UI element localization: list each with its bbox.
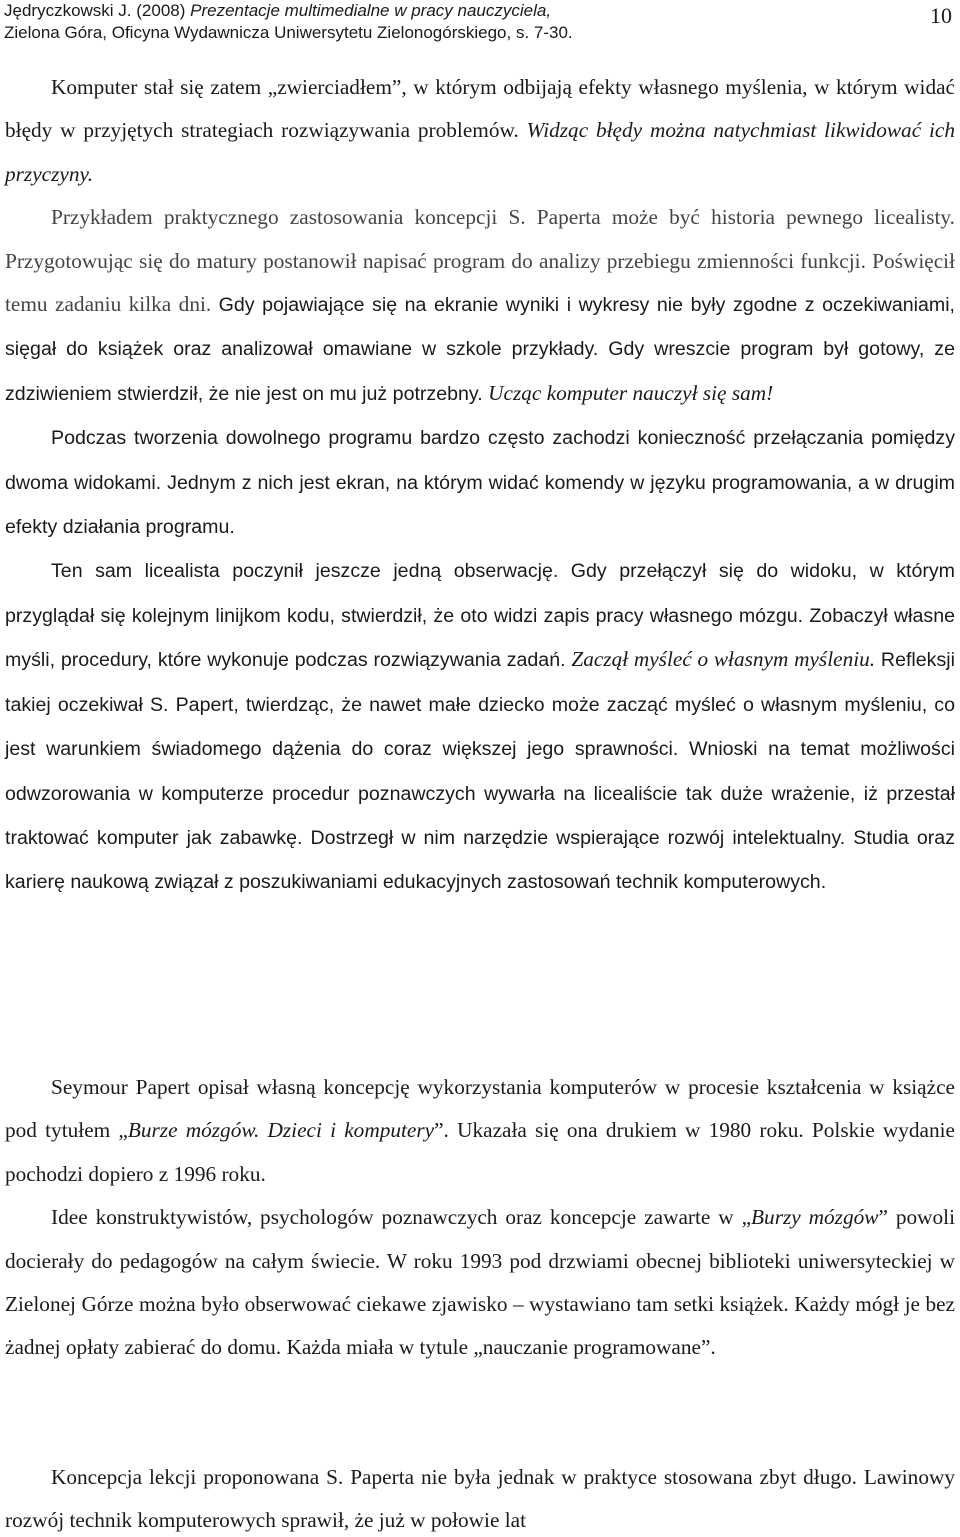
paragraph (5, 549, 955, 904)
paragraph (5, 1196, 955, 1370)
paragraph (5, 416, 955, 549)
citation-publisher: Zielona Góra, Oficyna Wydawnicza Uniwersytetu Zielonogórskiego, s. 7-30. (4, 23, 573, 42)
paragraph (5, 196, 955, 416)
text-run: Gdy pojawiające się na ekranie wyniki i wykresy nie były zgodne z oczekiwaniami, sięgał do książek oraz analizował omawiane w szkole przykłady. Gdy wreszcie program był gotowy, ze zdziwieniem stwierdził, że nie jest on mu już potrzebny. (5, 294, 955, 405)
text-run: Idee konstruktywistów, psychologów poznawczych oraz koncepcje zawarte w „ (51, 1205, 752, 1230)
italic-text-run: Zaczął myśleć o własnym myśleniu. (571, 647, 876, 672)
citation-line-1 (4, 0, 934, 22)
body-text-block-1 (5, 66, 955, 905)
text-run: ”. Ukazała się ona drukiem w 1980 roku. Polskie wydanie pochodzi dopiero z 1996 roku. (5, 1118, 955, 1186)
text-run: Przykładem praktycznego zastosowania koncepcji S. Paperta może być historia pewnego licealisty. Przygotowując się do matury postanowił napisać program do analizy przebiegu zmienności funkcji. Poświęcił temu zadaniu kilka dni. (5, 205, 955, 317)
italic-text-run: Burze mózgów. Dzieci i komputery (127, 1118, 435, 1143)
text-run: Koncepcja lekcji proponowana S. Paperta nie była jednak w praktyce stosowana zbyt długo. Lawinowy rozwój technik komputerowych sprawił, że już w połowie lat (5, 1465, 955, 1533)
italic-text-run: Burzy mózgów (751, 1205, 879, 1230)
body-text-block-2 (5, 1066, 955, 1370)
paragraph (5, 1456, 955, 1537)
citation-author: Jędryczkowski J. (2008) (4, 1, 191, 20)
text-run: Refleksji takiej oczekiwał S. Papert, twierdząc, że nawet małe dziecko może zacząć myśleć o własnym myśleniu, co jest warunkiem świadomego dążenia do coraz większej jego sprawności. Wnioski na temat możliwości odwzorowania w komputerze procedur poznawczych wywarła na licealiście tak duże wrażenie, iż przestał traktować komputer jak zabawkę. Dostrzegł w nim narzędzie wspierające rozwój intelektualny. Studia oraz karierę naukową związał z poszukiwaniami edukacyjnych zastosowań technik komputerowych. (5, 649, 955, 894)
citation-header (4, 0, 934, 44)
text-run: Komputer stał się zatem „zwierciadłem”, w którym odbijają efekty własnego myślenia, w którym widać błędy w przyjętych strategiach rozwiązywania problemów. (5, 75, 955, 143)
italic-text-run: Ucząc komputer nauczył się sam! (488, 380, 774, 405)
text-run: ” powoli docierały do pedagogów na całym świecie. W roku 1993 pod drzwiami obecnej biblioteki uniwersyteckiej w Zielonej Górze można było obserwować ciekawe zjawisko – wystawiano tam setki książek. Każdy mógł je bez żadnej opłaty zabierać do domu. Każda miała w tytule „nauczanie programowane”. (5, 1205, 956, 1360)
body-text-block-3 (5, 1456, 955, 1537)
text-run: Ten sam licealista poczynił jeszcze jedną obserwację. Gdy przełączył się do widoku, w którym przyglądał się kolejnym linijkom kodu, stwierdził, że oto widzi zapis pracy własnego mózgu. Zobaczył własne myśli, procedury, które wykonuje podczas rozwiązywania zadań. (5, 560, 955, 672)
page-number: 10 (930, 3, 952, 28)
paragraph (5, 1066, 955, 1196)
citation-title: Prezentacje multimedialne w pracy nauczyciela, (190, 1, 552, 20)
italic-text-run: Widząc błędy można natychmiast likwidować ich przyczyny. (5, 118, 955, 186)
paragraph (5, 66, 955, 196)
text-run: Podczas tworzenia dowolnego programu bardzo często zachodzi konieczność przełączania pomiędzy dwoma widokami. Jednym z nich jest ekran, na którym widać komendy w języku programowania, a w drugim efekty działania programu. (5, 427, 955, 539)
text-run: Seymour Papert opisał własną koncepcję wykorzystania komputerów w procesie kształcenia w książce pod tytułem „ (5, 1075, 955, 1143)
